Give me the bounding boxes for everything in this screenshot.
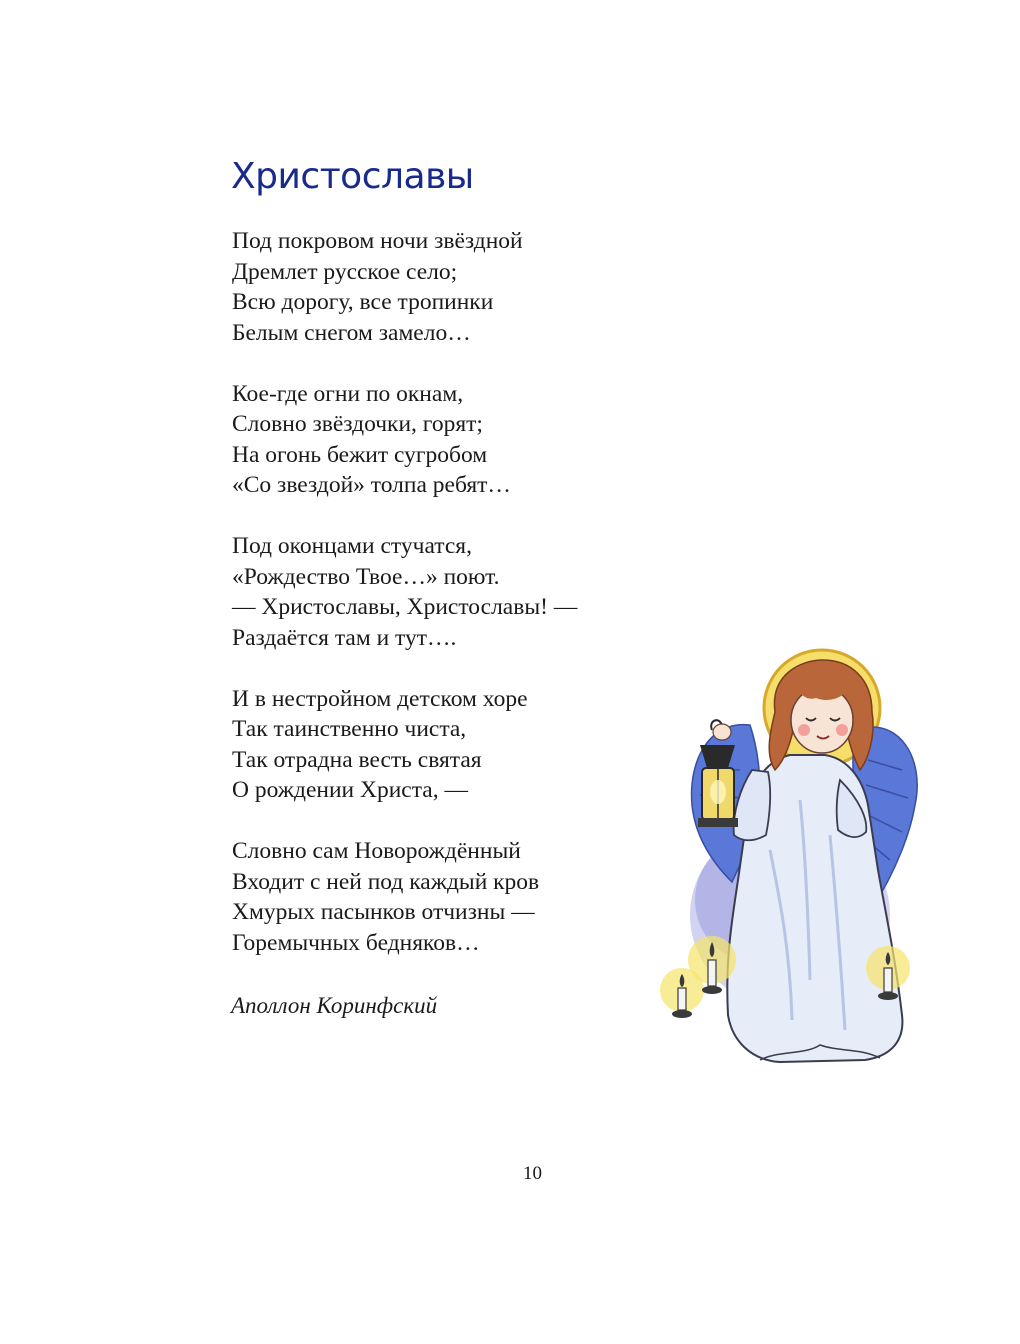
poem-line: О рождении Христа, — <box>232 777 468 803</box>
poem-body <box>232 226 652 989</box>
poem-line: Дремлет русское село; <box>232 258 458 285</box>
angel-illustration <box>640 620 940 1090</box>
poem-line: Под оконцами стучатся, <box>232 533 472 559</box>
poem-title: Христославы <box>231 156 474 197</box>
poem-line: Так таинственно чиста, <box>232 716 467 742</box>
stanza <box>232 226 652 348</box>
poem-line: «Рождество Твое…» поют. <box>232 563 500 590</box>
poem-line: Кое-где огни по окнам, <box>232 380 464 407</box>
poem-line: На огонь бежит сугробом <box>232 441 488 468</box>
poem-line: Хмурых пасынков отчизны — <box>232 899 535 925</box>
poem-line: Так отрадна весть святая <box>232 746 482 773</box>
poem-line: «Со звездой» толпа ребят… <box>232 472 511 498</box>
poem-line: Горемычных бедняков… <box>232 929 480 956</box>
poem-author: Аполлон Коринфский <box>231 993 438 1018</box>
poem-line: Раздаётся там и тут…. <box>232 624 457 651</box>
poem-line: Словно звёздочки, горят; <box>232 411 483 437</box>
stanza <box>232 379 652 501</box>
poem-line: Под покровом ночи звёздной <box>232 228 523 254</box>
poem-line: Входит с ней под каждый кров <box>232 868 540 895</box>
poem-line: Словно сам Новорождённый <box>232 838 521 864</box>
poem-line: Белым снегом замело… <box>232 319 471 346</box>
stanza <box>232 836 652 958</box>
page-number: 10 <box>523 1163 542 1184</box>
stanza <box>232 684 652 806</box>
stanza <box>232 531 652 653</box>
poem-line: Всю дорогу, все тропинки <box>232 289 494 315</box>
poem-line: — Христославы, Христославы! — <box>232 594 578 620</box>
poem-line: И в нестройном детском хоре <box>232 685 528 712</box>
